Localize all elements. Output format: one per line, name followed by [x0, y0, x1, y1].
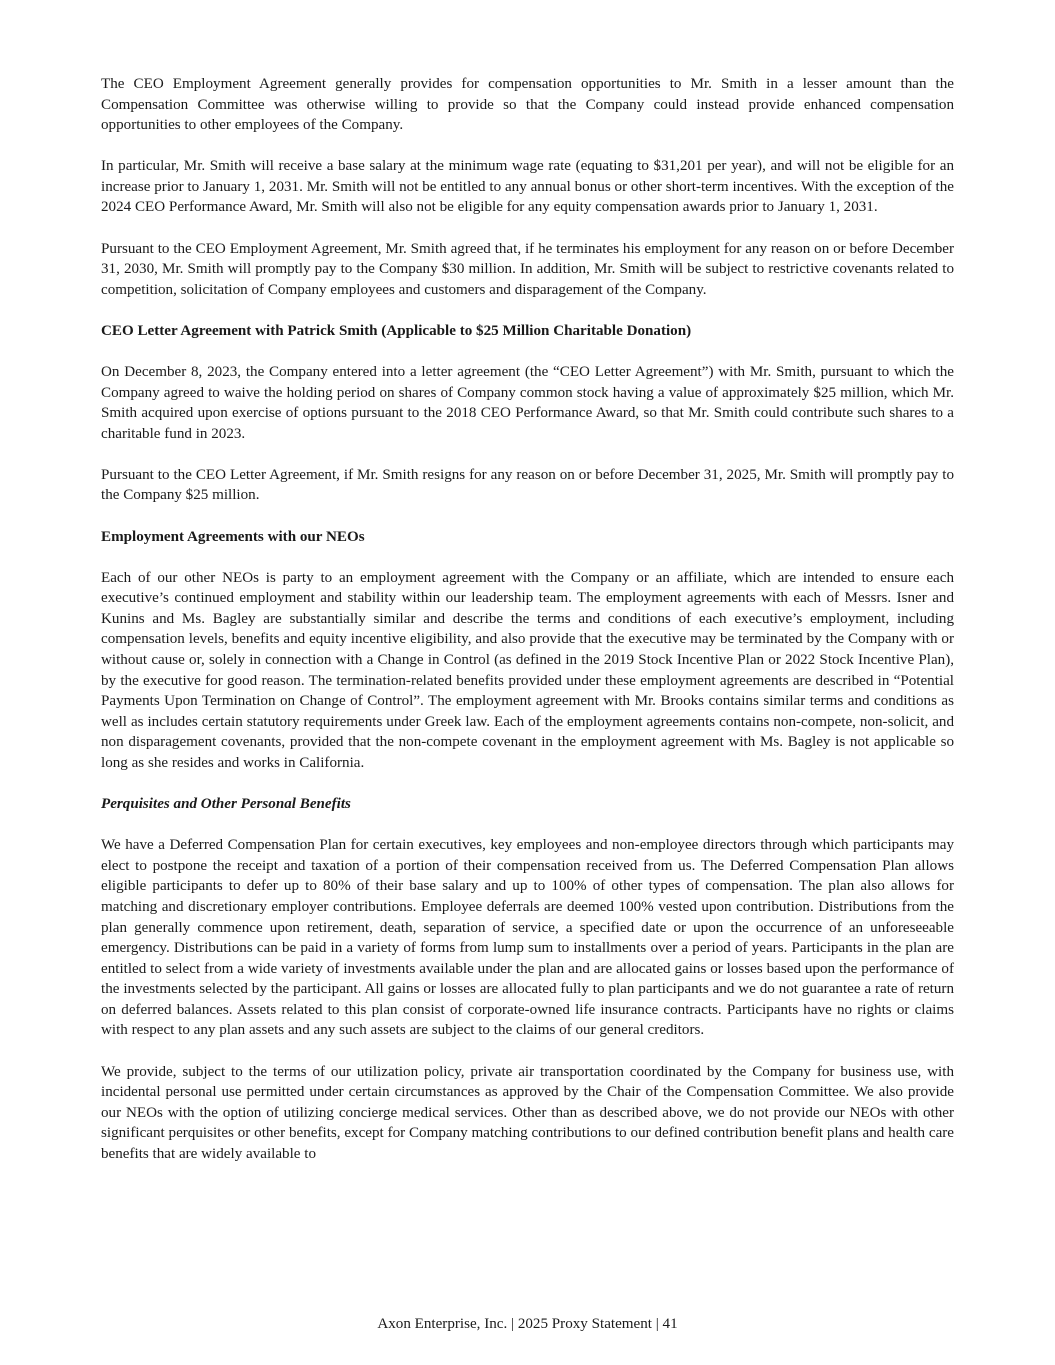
paragraph-resignation-payment: Pursuant to the CEO Letter Agreement, if Mr. Smith resigns for any reason on or before December 31, 2025, Mr. Smith will promptly pay to the Company $25 million. — [101, 466, 954, 504]
document-body — [101, 74, 954, 1185]
paragraph-air-transportation: We provide, subject to the terms of our utilization policy, private air transportation coordinated by the Company for business use, with incidental personal use permitted under certain circumstances as approved by the Chair of the Compensation Committee. We also provide our NEOs with the option of utilizing concierge medical services. Other than as described above, we do not provide our NEOs with other significant perquisites or other benefits, except for Company matching contributions to our defined contribution benefit plans and health care benefits that are widely available to — [101, 1063, 954, 1162]
heading-employment-agreements: Employment Agreements with our NEOs — [101, 528, 365, 545]
paragraph-restrictive-covenants: Pursuant to the CEO Employment Agreement, Mr. Smith agreed that, if he terminates his employment for any reason on or before December 31, 2030, Mr. Smith will promptly pay to the Company $30 million. In addition, Mr. Smith will be subject to restrictive covenants related to competition, solicitation of Company employees and customers and disparagement of the Company. — [101, 240, 954, 298]
heading-ceo-letter-agreement: CEO Letter Agreement with Patrick Smith (Applicable to $25 Million Charitable Donation) — [101, 322, 692, 339]
paragraph-letter-agreement: On December 8, 2023, the Company entered into a letter agreement (the “CEO Letter Agreement”) with Mr. Smith, pursuant to which the Company agreed to waive the holding period on shares of Company common stock having a value of approximately $25 million, which Mr. Smith acquired upon exercise of options pursuant to the 2018 CEO Performance Award, so that Mr. Smith could contribute such shares to a charitable fund in 2023. — [101, 363, 954, 442]
heading-perquisites: Perquisites and Other Personal Benefits — [101, 796, 351, 813]
paragraph-neo-agreements: Each of our other NEOs is party to an employment agreement with the Company or an affiliate, which are intended to ensure each executive’s continued employment and stability within our leadership team. The employment agreements with each of Messrs. Isner and Kunins and Ms. Bagley are substantially similar and describe the terms and conditions of each executive’s employment, including compensation levels, benefits and equity incentive eligibility, and also provide that the executive may be terminated by the Company with or without cause or, solely in connection with a Change in Control (as defined in the 2019 Stock Incentive Plan or 2022 Stock Incentive Plan), by the executive for good reason. The termination-related benefits provided under these employment agreements are described in “Potential Payments Upon Termination on Change of Control”. The employment agreement with Mr. Brooks contains similar terms and conditions as well as includes certain statutory requirements under Greek law. Each of the employment agreements contains non-compete, non-solicit, and non disparagement covenants, provided that the non-compete covenant in the employment agreement with Ms. Bagley is not applicable so long as she resides and works in California. — [101, 569, 954, 771]
paragraph-ceo-employment-agreement: The CEO Employment Agreement generally provides for compensation opportunities to Mr. Smith in a lesser amount than the Compensation Committee was otherwise willing to provide so that the Company could instead provide enhanced compensation opportunities to other employees of the Company. — [101, 76, 954, 134]
paragraph-deferred-compensation: We have a Deferred Compensation Plan for certain executives, key employees and non-employee directors through which participants may elect to postpone the receipt and taxation of a portion of their compensation received from us. The Deferred Compensation Plan allows eligible participants to defer up to 80% of their base salary and up to 100% of other types of compensation. The plan also allows for matching and discretionary employer contributions. Employee deferrals are deemed 100% vested upon contribution. Distributions from the plan generally commence upon retirement, death, separation of service, a specified date or upon the occurrence of an unforeseeable emergency. Distributions can be paid in a variety of forms from lump sum to installments over a period of years. Participants in the plan are entitled to select from a wide variety of investments available under the plan and are allocated gains or losses based upon the performance of the investments selected by the participant. All gains or losses are allocated fully to plan participants and we do not guarantee a rate of return on deferred balances. Assets related to this plan consist of corporate-owned life insurance contracts. Participants have no rights or claims with respect to any plan assets and any such assets are subject to the claims of our general creditors. — [101, 837, 954, 1039]
page-footer: Axon Enterprise, Inc. | 2025 Proxy Statement | 41 — [377, 1316, 678, 1332]
paragraph-base-salary: In particular, Mr. Smith will receive a base salary at the minimum wage rate (equating to $31,201 per year), and will not be eligible for an increase prior to January 1, 2031. Mr. Smith will not be entitled to any annual bonus or other short-term incentives. With the exception of the 2024 CEO Performance Award, Mr. Smith will also not be eligible for any equity compensation awards prior to January 1, 2031. — [101, 158, 954, 216]
